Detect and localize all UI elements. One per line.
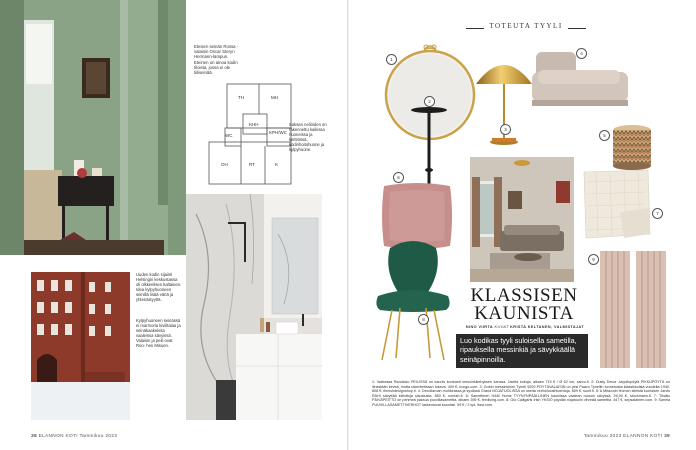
section-header — [466, 22, 586, 34]
street-photo — [31, 272, 130, 420]
plan-room-th: TH — [238, 95, 244, 100]
byline-author: NINO VIIRTA — [465, 325, 494, 329]
floor-plan — [205, 80, 295, 190]
product-quilt — [580, 168, 652, 240]
plan-caption: Saksan neliöiden on rakennettu kaikissa huoneissa ja keittiössä, kodinhoitohuone ja kylpyhuone. — [289, 122, 327, 152]
plan-room-oh: OH — [221, 162, 228, 167]
product-number-2: 2 — [424, 96, 435, 107]
section-rule-right — [568, 28, 586, 29]
right-page-number: 39 — [664, 434, 670, 439]
section-rule-left — [466, 28, 484, 29]
plan-room-rt: RT — [249, 162, 255, 167]
bathroom-photo — [186, 194, 322, 420]
plan-room-kph: KPH/WC — [269, 130, 287, 135]
deck-band — [456, 334, 588, 368]
byline-photographer: KRISTA KELTANEN, VALMISTAJAT — [510, 325, 585, 329]
right-folio-text: Tammikuu 2023 ELANNON KOTI — [583, 434, 663, 439]
product-number-3: 3 — [500, 124, 511, 135]
hallway-caption: Eteisen seinän Rossa -valaisin Oscar Steryn Hermann-lampun. Eteinen on ainoa kodin tiloista, jossa ei ole tiiliseinää. — [194, 44, 239, 76]
headline-line-2: KAUNISTA — [474, 303, 574, 324]
hallway-photo — [0, 0, 186, 255]
left-page-number: 38 — [31, 434, 37, 439]
section-label: TOTEUTA TYYLI — [489, 22, 563, 30]
living-room-photo — [470, 157, 574, 282]
product-pouf — [612, 124, 652, 170]
product-curtains — [598, 249, 668, 368]
byline — [452, 325, 598, 329]
plan-room-k: K — [275, 162, 279, 167]
right-folio — [584, 434, 670, 439]
product-number-6: 6 — [393, 172, 404, 183]
product-number-9: 9 — [588, 254, 599, 265]
bathroom-caption-2: Kylpyhuoneen seinässä ei marmoria kiviiltalaa ja seinäkaakeleita vaaleissa sävyissä. Valaisin ja peili ovat Roo- hen Misuen. — [136, 318, 181, 348]
byline-mid: KUVAT — [494, 325, 509, 329]
left-folio — [31, 434, 117, 439]
plan-room-khh: KHH — [249, 122, 259, 127]
product-number-4: 4 — [576, 48, 587, 59]
plan-room-wc: WC — [225, 133, 233, 138]
left-folio-text: ELANNON KOTI Tammikuu 2023 — [38, 434, 118, 439]
deck-text: Luo kodikas tyyli suloisella sametilla, ripauksella messinkiä ja sävykkäällä seinäpinnoilla. — [460, 336, 577, 364]
product-number-7: 7 — [652, 208, 663, 219]
plan-room-mh: MH — [271, 95, 278, 100]
headline-line-1: KLASSISEN — [470, 285, 578, 306]
spine-gutter — [347, 0, 349, 450]
product-list: 1: Vaileassa Randacio PEILISSÄ on kaunis kontrasti messinkikehyksen kanssa. Useita kokoja, alkaen 719 € / Ø 62 cm, sarvo.fi. 2: Dusty Decor -tarjoilupöytä PIKKUPÖYTÄ on liinestään keveä, mutta rakenteeltaan tukeva. 409 €, nocgo.com. 3: Gubin messinkinen Tynell 9209 PÖYTÄVALAISIN on yksi Paavo Tynellin tunnetuista klassikkoista vuodelta 1940. 808 €, finnishdesignshop.fi. 4: Decollaroan muhkeassa ja syvässä Grand NOJATUOLISSA on useita verhoiluvaihtoehtoja. 659 €, sunit.fi. 5: A Missonin Homen sileistä kuvioisen Jarvis RAHI sävyttää kiillottuja sisustusta. 850 €, nomart.fi. 6: Samettinen H&M Home TYYNYNPÄÄLLINEN kauniissa vaalean ruusun sävyssä, 26,90 €, stockmann.fi. 7: Tikattu PÄIVÄPEITTO on pehmeä paksua puuvillasamettia, alkaen 395 €, feinliving.com. 8: Gio Calligaris Irish YKSIÖ pöydän nojatuolin vihreää samettia. 447 €, sepsalainen.com. 9: Sanela PUUVILLASAMETTIVERHOT laskeutuvat kauniisti. 59 € / 2 kpl, ikea.com. — [372, 380, 670, 407]
bathroom-caption: Uuden kodin sijainti Helsingin keskustassa oli olkkeelisen kaltainen. Idea kylpyhuoneen seinillä lisää väriä ja yhtenäisyyttä. — [136, 272, 182, 302]
product-number-5: 5 — [599, 130, 610, 141]
product-number-8: 8 — [418, 314, 429, 325]
product-number-1: 1 — [386, 54, 397, 65]
headline — [464, 287, 584, 323]
product-green-chair — [370, 240, 456, 364]
